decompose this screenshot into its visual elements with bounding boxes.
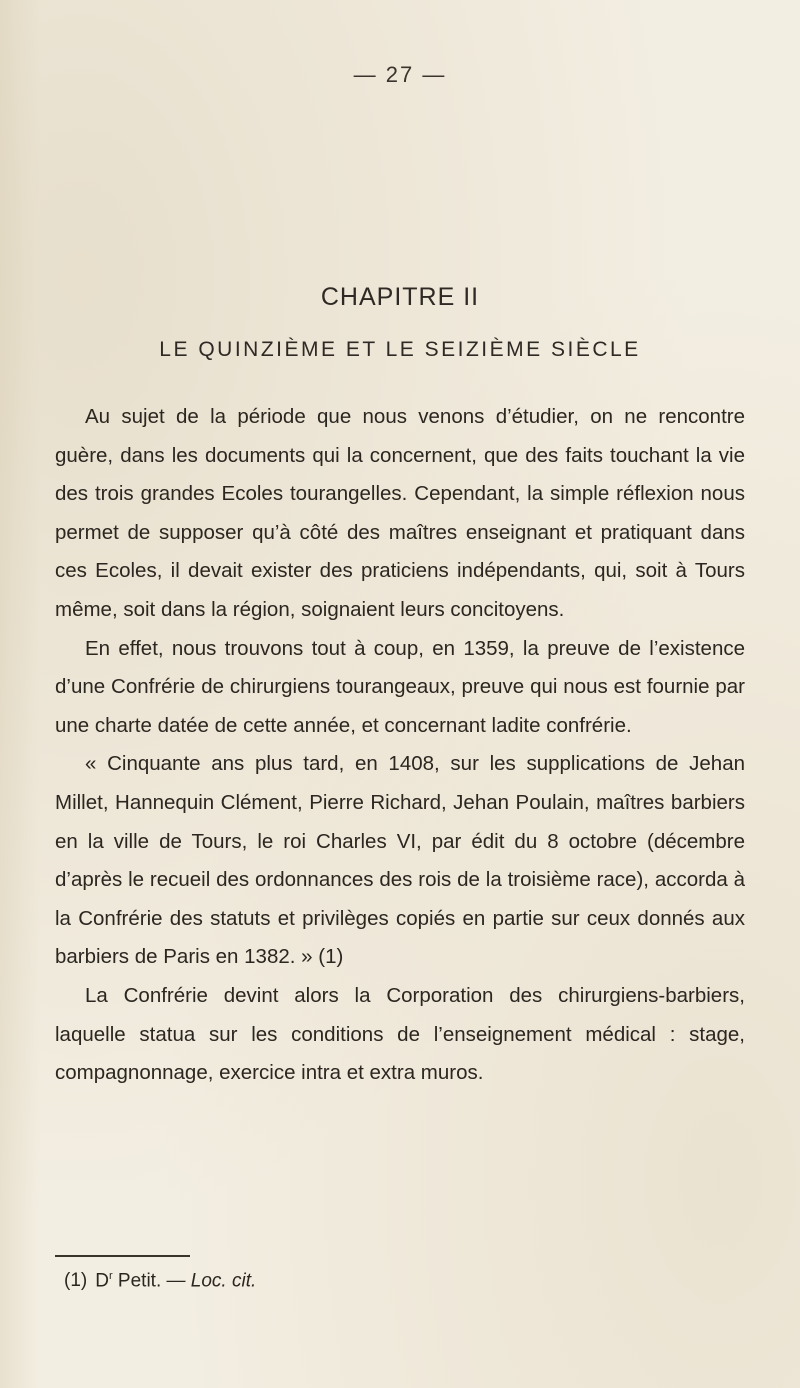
footnote-author-sup: r: [108, 1270, 113, 1282]
footnote-divider: [55, 1255, 190, 1257]
paragraph: La Confrérie devint alors la Corporation des chirurgiens-barbiers, laquelle statua sur les conditions de l’enseignement médical : stage, compagnonnage, exercice intra et extra muros.: [55, 983, 745, 1085]
footnote-author-prefix: D: [95, 1270, 109, 1292]
footnote-marker: (1): [64, 1270, 88, 1292]
footnote: [64, 1270, 256, 1292]
chapter-title: CHAPITRE II: [320, 283, 480, 311]
paragraph: En effet, nous trouvons tout à coup, en 1359, la preuve de l’existence d’une Confrérie de chirurgiens tourangeaux, preuve qui nous est fournie par une charte datée de cette année, et concernant ladite confrérie.: [55, 636, 745, 737]
page-number: — 27 —: [353, 62, 447, 87]
footnote-author-name: Petit. —: [112, 1270, 191, 1292]
paragraph: « Cinquante ans plus tard, en 1408, sur les supplications de Jehan Millet, Hannequin Clément, Pierre Richard, Jehan Poulain, maîtres barbiers en la ville de Tours, le roi Charles VI, par édit du 8 octobre (décembre d’après le recueil des ordonnances des rois de la troisième race), accorda à la Confrérie des statuts et privilèges copiés en partie sur ceux donnés aux barbiers de Paris en 1382. » (1): [55, 752, 745, 969]
chapter-subtitle: LE QUINZIÈME ET LE SEIZIÈME SIÈCLE: [159, 338, 641, 361]
footnote-reference: Loc. cit.: [190, 1270, 257, 1292]
paragraph: Au sujet de la période que nous venons d’étudier, on ne rencontre guère, dans les documents qui la concernent, que des faits touchant la vie des trois grandes Ecoles tourangelles. Cependant, la simple réflexion nous permet de supposer qu’à côté des maîtres enseignant et pratiquant dans ces Ecoles, il devait exister des praticiens indépendants, qui, soit à Tours même, soit dans la région, soignaient leurs concitoyens.: [55, 405, 745, 621]
body-text: [55, 398, 745, 1093]
